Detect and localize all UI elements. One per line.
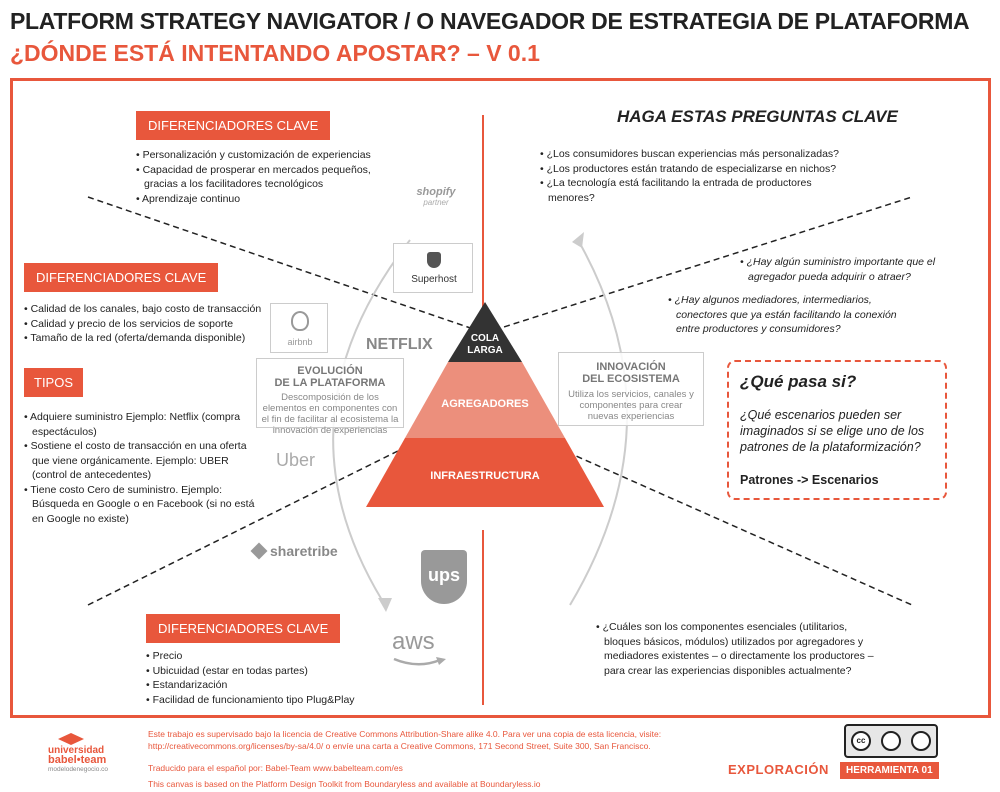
pyramid-label-agregadores: AGREGADORES	[441, 398, 529, 410]
what-if-footer: Patrones -> Escenarios	[740, 473, 879, 487]
list-mid-left	[24, 302, 264, 346]
list-item: • Facilidad de funcionamiento tipo Plug&Play	[146, 693, 406, 708]
superhost-icon	[427, 252, 441, 268]
evolution-body: Descomposición de los elementos en componentes con el fin de facilitar al ecosistema la innovación de experiencias	[261, 392, 399, 436]
brand-logo: universidad babel•team modelodenegocio.co	[48, 733, 143, 773]
list-item: • Tamaño de la red (oferta/demanda disponible)	[24, 331, 264, 346]
netflix-logo: NETFLIX	[366, 336, 433, 353]
evolution-title: EVOLUCIÓN DE LA PLATAFORMA	[274, 365, 386, 389]
uber-logo: Uber	[276, 450, 316, 470]
list-item: • Tiene costo Cero de suministro. Ejemplo: Búsqueda en Google o en Facebook (si no está en Google no existe)	[24, 483, 264, 527]
questions-bottom-list	[596, 620, 886, 678]
graduation-cap-icon	[58, 733, 84, 745]
tag-diferenciadores-mid: DIFERENCIADORES CLAVE	[24, 263, 218, 292]
list-item: • Personalización y customización de experiencias	[136, 148, 406, 163]
question-item: • ¿Los productores están tratando de especializarse en nichos?	[540, 162, 860, 177]
innovation-box	[558, 352, 704, 426]
evolution-box	[256, 358, 404, 436]
list-item: • Ubicuidad (estar en todas partes)	[146, 664, 406, 679]
page-subtitle: ¿DÓNDE ESTÁ INTENTANDO APOSTAR? – V 0.1	[10, 40, 540, 66]
list-item: • Estandarización	[146, 678, 406, 693]
what-if-title: ¿Qué pasa si?	[740, 372, 857, 391]
list-bottom-left	[146, 649, 406, 707]
list-item: • Calidad de los canales, bajo costo de transacción	[24, 302, 264, 317]
cc-license-badge	[844, 724, 938, 758]
section-label: EXPLORACIÓN	[728, 762, 829, 777]
aws-smile-icon	[392, 657, 452, 669]
questions-title: HAGA ESTAS PREGUNTAS CLAVE	[617, 107, 898, 126]
airbnb-logo: airbnb	[270, 303, 328, 353]
cc-icon: cc	[851, 731, 871, 751]
what-if-box	[727, 360, 947, 500]
list-item: • Aprendizaje continuo	[136, 192, 406, 207]
aws-logo: aws	[392, 628, 452, 674]
superhost-logo: Superhost	[393, 243, 473, 293]
list-item: • Adquiere suministro Ejemplo: Netflix (compra espectáculos)	[24, 410, 264, 439]
innovation-body: Utiliza los servicios, canales y componentes para crear nuevas experiencias	[568, 389, 694, 422]
translation-credit: Traducido para el español por: Babel-Team www.babelteam.com/es	[148, 763, 403, 773]
list-item: • Capacidad de prosperar en mercados pequeños, gracias a los facilitadores tecnológicos	[136, 163, 406, 192]
attribution-icon	[881, 731, 901, 751]
list-tipos	[24, 410, 264, 526]
question-item: • ¿Cuáles son los componentes esenciales (utilitarios, bloques básicos, módulos) utilizados por agregadores y mediadores existentes – o directamente los productores – para crear las experiencias disponibles actualmente?	[596, 620, 886, 678]
question-item: • ¿Hay algún suministro importante que el agregador pueda adquirir o atraer?	[740, 255, 940, 284]
tag-diferenciadores-bottom: DIFERENCIADORES CLAVE	[146, 614, 340, 643]
questions-mid-list-1	[740, 255, 940, 284]
question-item: • ¿Hay algunos mediadores, intermediarios, conectores que ya están facilitando la conexión entre productores y consumidores?	[668, 293, 918, 337]
sharetribe-logo: sharetribe	[253, 542, 338, 560]
question-item: • ¿La tecnología está facilitando la entrada de productores menores?	[540, 176, 860, 205]
license-text: Este trabajo es supervisado bajo la licencia de Creative Commons Attribution-Share alike 4.0. Para ver una copia de esta licencia, visite: http://creativecommons.org/licenses/by-sa/4.0/ o envíe una carta a Creative Commons, 171 Second Street, Suite 300, San Francisco.	[148, 729, 662, 751]
list-top-left	[136, 148, 406, 206]
airbnb-icon	[291, 311, 309, 331]
list-item: • Precio	[146, 649, 406, 664]
tag-diferenciadores-top: DIFERENCIADORES CLAVE	[136, 111, 330, 140]
pyramid-label-cola-larga: COLA LARGA	[467, 333, 503, 356]
toolkit-credit: This canvas is based on the Platform Design Toolkit from Boundaryless and available at Boundaryless.io	[148, 779, 541, 789]
questions-top-list	[540, 147, 860, 205]
share-alike-icon	[911, 731, 931, 751]
what-if-body: ¿Qué escenarios pueden ser imaginados si se elige uno de los patrones de la plataformización?	[740, 408, 925, 454]
question-item: • ¿Los consumidores buscan experiencias más personalizadas?	[540, 147, 860, 162]
tool-badge: HERRAMIENTA 01	[840, 762, 939, 779]
tag-tipos: TIPOS	[24, 368, 83, 397]
sharetribe-icon	[251, 542, 268, 559]
page-title: PLATFORM STRATEGY NAVIGATOR / O NAVEGADOR DE ESTRATEGIA DE PLATAFORMA	[10, 8, 970, 34]
questions-mid-list-2	[668, 293, 918, 337]
pyramid-label-infraestructura: INFRAESTRUCTURA	[430, 470, 540, 482]
ups-logo: ups	[421, 550, 467, 604]
list-item: • Calidad y precio de los servicios de soporte	[24, 317, 264, 332]
innovation-title: INNOVACIÓN DEL ECOSISTEMA	[582, 361, 680, 385]
list-item: • Sostiene el costo de transacción en una oferta que viene orgánicamente. Ejemplo: UBER (control de antecedentes)	[24, 439, 264, 483]
shopify-logo: shopify partner	[416, 186, 456, 207]
